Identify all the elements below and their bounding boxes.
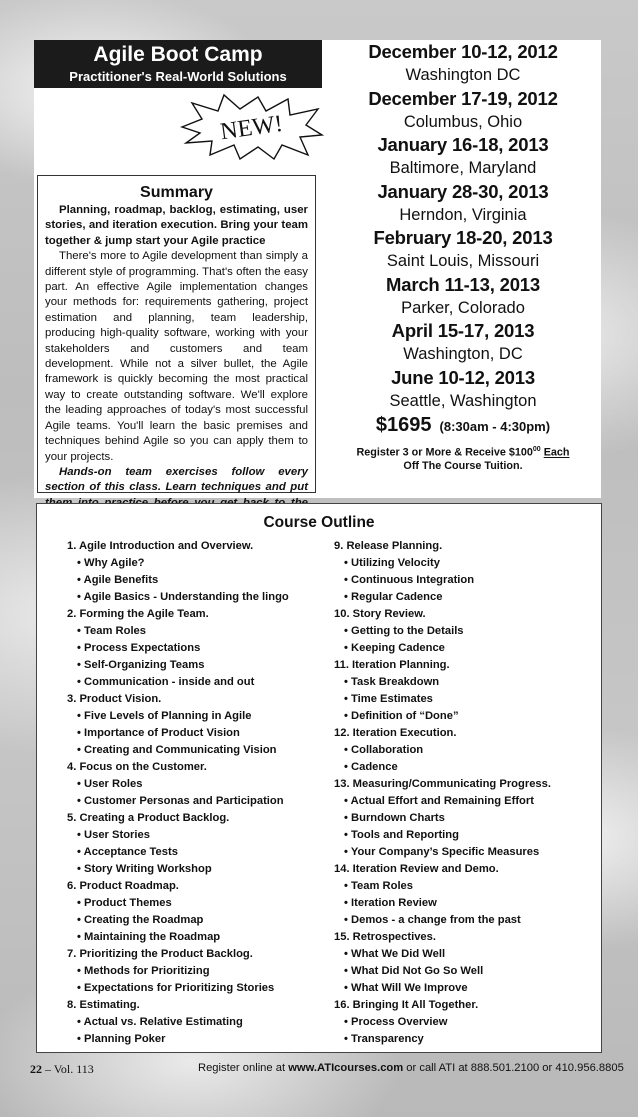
outline-subtopic: • Cadence (344, 761, 398, 773)
outline-title: Course Outline (263, 514, 375, 531)
outline-section: 13. Measuring/Communicating Progress. (334, 778, 551, 790)
session-city: Washington, DC (403, 345, 523, 363)
outline-subtopic: • Planning Poker (77, 1033, 166, 1045)
outline-subtopic: • Customer Personas and Participation (77, 795, 284, 807)
outline-subtopic: • Agile Basics - Understanding the lingo (77, 591, 289, 603)
discount-cents: 00 (532, 446, 541, 453)
outline-subtopic: • Time Estimates (344, 693, 433, 705)
session-date: January 28-30, 2013 (377, 180, 549, 202)
summary-heading: Summary (140, 184, 213, 201)
outline-subtopic: • Story Writing Workshop (77, 863, 212, 875)
session-1 (330, 40, 596, 87)
outline-section: 11. Iteration Planning. (334, 659, 450, 671)
outline-subtopic: • Team Roles (344, 880, 413, 892)
register-prefix: Register online at (198, 1062, 289, 1074)
register-line (198, 1062, 624, 1074)
session-date: February 18-20, 2013 (373, 227, 553, 248)
discount-each: Each (543, 446, 570, 459)
outline-subtopic: • Actual vs. Relative Estimating (77, 1016, 243, 1028)
session-date: December 17-19, 2012 (368, 87, 558, 109)
course-price: $1695 (375, 414, 432, 436)
outline-subtopic: • Process Overview (344, 1016, 448, 1028)
outline-subtopic: • Five Levels of Planning in Agile (77, 710, 252, 722)
outline-section: 14. Iteration Review and Demo. (334, 863, 499, 875)
outline-section: 9. Release Planning. (334, 540, 443, 552)
outline-subtopic: • What Did Not Go So Well (344, 965, 484, 977)
session-date: December 10-12, 2012 (368, 41, 558, 62)
outline-subtopic: • Why Agile? (77, 557, 145, 569)
outline-subtopic: • Collaboration (344, 744, 424, 756)
discount-text: Register 3 or More & Receive $100 (356, 446, 533, 459)
outline-section: 10. Story Review. (334, 608, 426, 620)
page-number: 22 (30, 1062, 42, 1076)
schedule-list (330, 40, 596, 473)
new-badge-text: NEW! (218, 110, 285, 146)
outline-subtopic: • Process Expectations (77, 642, 201, 654)
session-8 (330, 366, 596, 413)
course-subtitle: Practitioner's Real-World Solutions (69, 69, 287, 84)
session-2 (330, 87, 596, 134)
outline-section: 7. Prioritizing the Product Backlog. (67, 948, 253, 960)
outline-subtopic: • Your Company’s Specific Measures (344, 846, 540, 858)
summary-body: There's more to Agile development than simply a different style of programming. That's often the easy part. An effective Agile implementation changes your methods for: requirements gathering, project estimation and planning, team leadership, producing high-quality software, working with your stakeholders and customers and team development. While not a silver bullet, the Agile framework is quickly becoming the most practical way to create outstanding software. We'll explore the leading approaches of today's most successful Agile teams. You'll learn the basic premises and techniques behind Agile so you can apply them to your projects. (45, 250, 308, 463)
outline-left-column (67, 538, 327, 1048)
outline-section: 15. Retrospectives. (334, 931, 436, 943)
outline-subtopic: • User Roles (77, 778, 143, 790)
outline-section: 16. Bringing It All Together. (334, 999, 479, 1011)
register-suffix: or call ATI at 888.501.2100 or 410.956.8805 (403, 1062, 624, 1074)
outline-subtopic: • Creating the Roadmap (77, 914, 204, 926)
summary-box (37, 175, 316, 493)
outline-subtopic: • Importance of Product Vision (77, 727, 240, 739)
session-city: Columbus, Ohio (403, 112, 523, 131)
course-title: Agile Boot Camp (93, 43, 263, 66)
outline-subtopic: • Agile Benefits (77, 574, 159, 586)
session-5 (330, 226, 596, 273)
outline-subtopic: • Creating and Communicating Vision (77, 744, 277, 756)
price-line (330, 414, 596, 437)
outline-subtopic: • Actual Effort and Remaining Effort (344, 795, 534, 807)
website-link[interactable]: www.ATIcourses.com (288, 1062, 404, 1074)
outline-section: 1. Agile Introduction and Overview. (67, 540, 254, 552)
session-city: Parker, Colorado (401, 298, 525, 317)
outline-subtopic: • Team Roles (77, 625, 146, 637)
outline-subtopic: • Tools and Reporting (344, 829, 459, 841)
summary-closing: Hands-on team exercises follow every section of this class. Learn techniques and put (45, 465, 308, 494)
outline-subtopic: • Self-Organizing Teams (77, 659, 205, 671)
outline-section: 12. Iteration Execution. (334, 727, 457, 739)
outline-subtopic: • User Stories (77, 829, 150, 841)
outline-right-column (334, 538, 594, 1048)
outline-section: 3. Product Vision. (67, 693, 162, 705)
course-outline-box (36, 503, 602, 1053)
outline-subtopic: • Acceptance Tests (77, 846, 178, 858)
outline-subtopic: • What We Did Well (344, 948, 446, 960)
outline-subtopic: • Definition of “Done” (344, 710, 459, 722)
outline-subtopic: • Getting to the Details (344, 625, 464, 637)
course-hours: (8:30am - 4:30pm) (439, 419, 551, 434)
session-date: April 15-17, 2013 (391, 320, 535, 341)
session-date: March 11-13, 2013 (386, 273, 540, 295)
session-city: Baltimore, Maryland (389, 159, 537, 177)
outline-subtopic: • Communication - inside and out (77, 676, 255, 688)
session-7 (330, 319, 596, 366)
session-4 (330, 180, 596, 227)
outline-subtopic: • What Will We Improve (344, 982, 468, 994)
outline-subtopic: • Product Themes (77, 897, 172, 909)
outline-subtopic: • Iteration Review (344, 897, 437, 909)
session-date: January 16-18, 2013 (377, 134, 549, 155)
session-3 (330, 133, 596, 180)
outline-subtopic: • Continuous Integration (344, 574, 475, 586)
outline-subtopic: • Utilizing Velocity (344, 557, 440, 569)
discount-text-2: Off The Course Tuition. (403, 459, 523, 472)
session-date: June 10-12, 2013 (391, 366, 535, 388)
title-banner (34, 40, 322, 88)
page-info (30, 1062, 94, 1077)
group-discount-note (330, 443, 596, 473)
session-city: Washington DC (405, 66, 521, 84)
outline-section: 6. Product Roadmap. (67, 880, 179, 892)
session-city: Saint Louis, Missouri (386, 252, 540, 270)
outline-subtopic: • Transparency (344, 1033, 424, 1045)
outline-subtopic: • Task Breakdown (344, 676, 440, 688)
outline-subtopic: • Burndown Charts (344, 812, 445, 824)
session-city: Herndon, Virginia (399, 205, 527, 224)
outline-subtopic: • Keeping Cadence (344, 642, 445, 654)
new-burst-badge (178, 93, 324, 161)
outline-section: 8. Estimating. (67, 999, 140, 1011)
outline-section: 5. Creating a Product Backlog. (67, 812, 230, 824)
outline-section: 4. Focus on the Customer. (67, 761, 207, 773)
session-city: Seattle, Washington (389, 391, 537, 410)
summary-lead: Planning, roadmap, backlog, estimating, user stories, and iteration execution. Bring your team together & jump start your Agile practice (45, 204, 308, 247)
outline-subtopic: • Demos - a change from the past (344, 914, 521, 926)
volume-label: – Vol. 113 (45, 1062, 94, 1076)
outline-subtopic: • Regular Cadence (344, 591, 443, 603)
outline-subtopic: • Methods for Prioritizing (77, 965, 210, 977)
outline-subtopic: • Maintaining the Roadmap (77, 931, 221, 943)
outline-subtopic: • Expectations for Prioritizing Stories (77, 982, 275, 994)
outline-section: 2. Forming the Agile Team. (67, 608, 209, 620)
session-6 (330, 273, 596, 320)
